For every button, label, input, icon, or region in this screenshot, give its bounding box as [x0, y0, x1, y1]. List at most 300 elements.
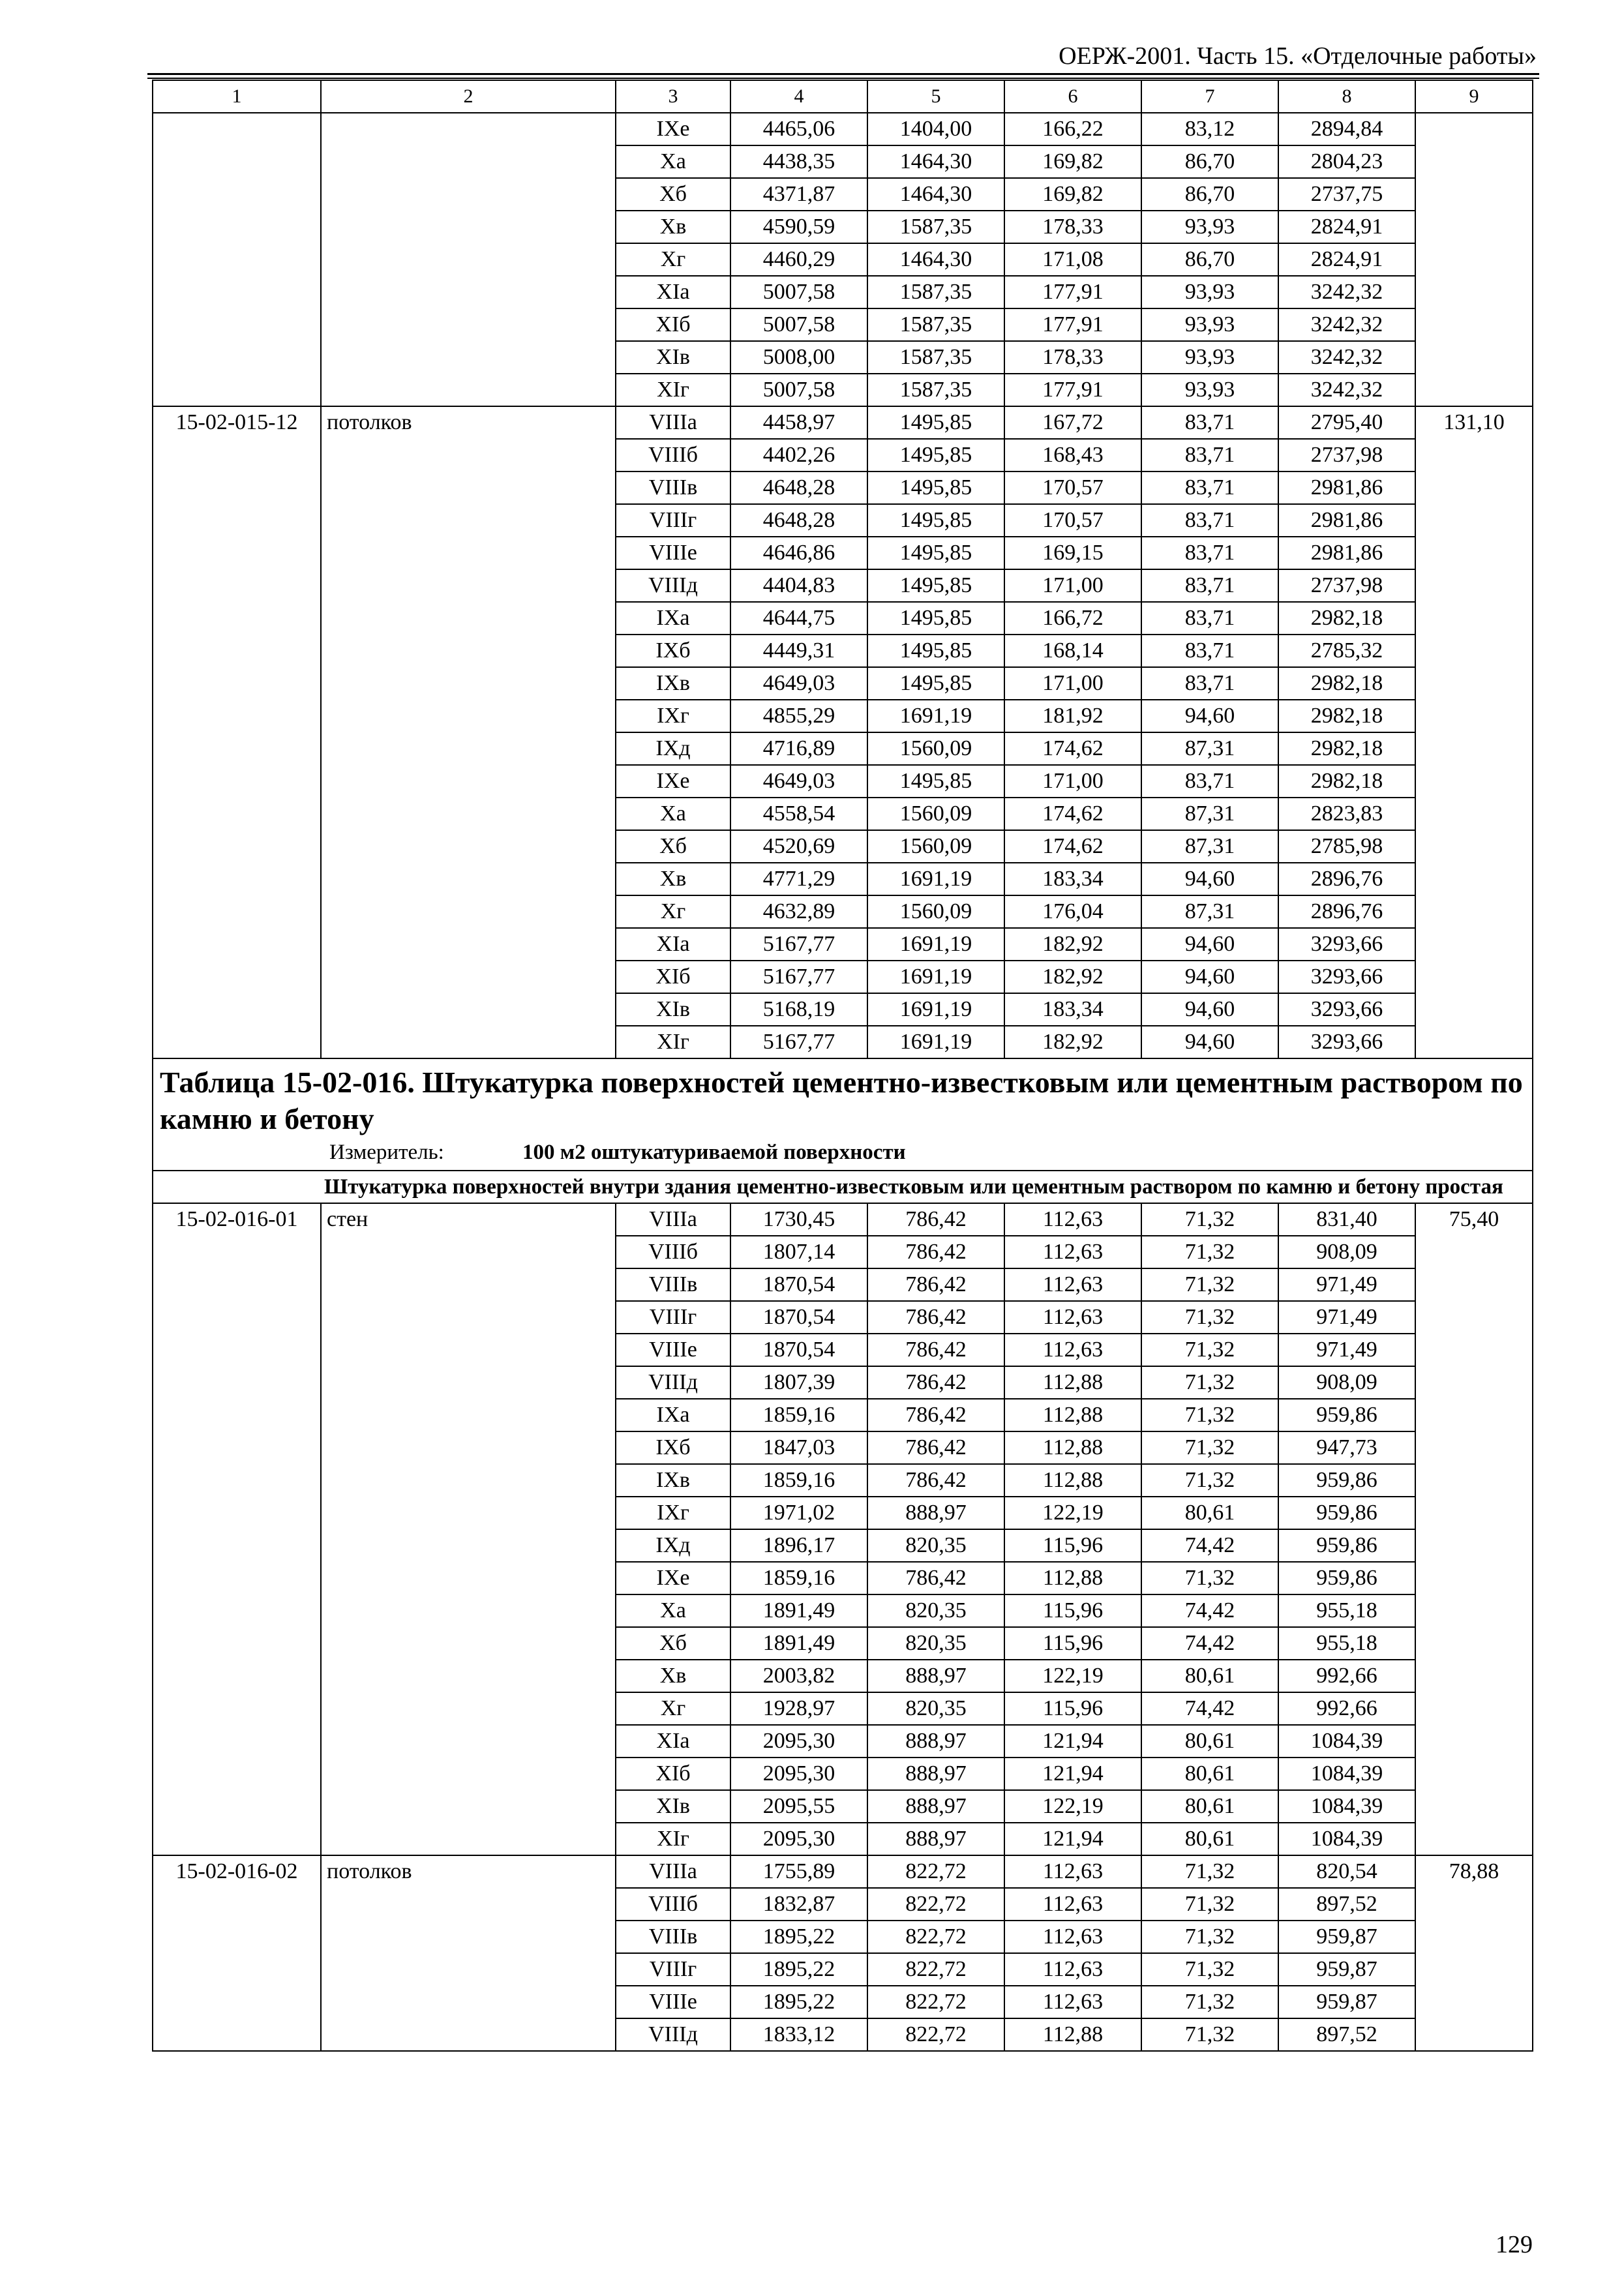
header-rule [147, 78, 1539, 79]
labor-cell [1415, 1562, 1533, 1594]
wages-cell: 786,42 [867, 1301, 1004, 1334]
table-row [153, 732, 1533, 765]
table-row [153, 504, 1533, 537]
rate-code-cell [153, 1497, 321, 1529]
materials-cell: 959,87 [1278, 1953, 1415, 1986]
total-cost-cell: 4648,28 [730, 504, 867, 537]
materials-cell: 2823,83 [1278, 798, 1415, 830]
work-name-cell [321, 700, 616, 732]
machines-cell: 174,62 [1004, 798, 1141, 830]
machines-cell: 122,19 [1004, 1497, 1141, 1529]
rate-code-cell [153, 1921, 321, 1953]
table-row [153, 113, 1533, 145]
machines-cell: 112,88 [1004, 1399, 1141, 1431]
materials-cell: 947,73 [1278, 1431, 1415, 1464]
labor-cell [1415, 1399, 1533, 1431]
machines-cell: 166,72 [1004, 602, 1141, 635]
wages-cell: 1495,85 [867, 602, 1004, 635]
rate-code-cell [153, 537, 321, 569]
machines-cell: 174,62 [1004, 732, 1141, 765]
rate-code-cell [153, 1725, 321, 1758]
materials-cell: 971,49 [1278, 1334, 1415, 1366]
labor-cell [1415, 895, 1533, 928]
machines-cell: 112,63 [1004, 1334, 1141, 1366]
drivers-wages-cell: 83,12 [1141, 113, 1278, 145]
region-cell: IXг [616, 700, 730, 732]
wages-cell: 820,35 [867, 1594, 1004, 1627]
rate-code-cell [153, 1268, 321, 1301]
region-cell: VIIIе [616, 1986, 730, 2018]
work-name-cell [321, 1627, 616, 1660]
machines-cell: 121,94 [1004, 1725, 1141, 1758]
wages-cell: 786,42 [867, 1366, 1004, 1399]
labor-cell [1415, 1888, 1533, 1921]
labor-cell [1415, 961, 1533, 993]
drivers-wages-cell: 87,31 [1141, 895, 1278, 928]
labor-cell [1415, 1594, 1533, 1627]
drivers-wages-cell: 83,71 [1141, 537, 1278, 569]
region-cell: IXе [616, 113, 730, 145]
drivers-wages-cell: 83,71 [1141, 635, 1278, 667]
total-cost-cell: 4771,29 [730, 863, 867, 895]
wages-cell: 888,97 [867, 1660, 1004, 1692]
work-name-cell [321, 504, 616, 537]
materials-cell: 955,18 [1278, 1627, 1415, 1660]
machines-cell: 112,88 [1004, 1562, 1141, 1594]
work-name-cell [321, 1334, 616, 1366]
work-name-cell [321, 1888, 616, 1921]
drivers-wages-cell: 83,71 [1141, 406, 1278, 439]
total-cost-cell: 1895,22 [730, 1986, 867, 2018]
wages-cell: 786,42 [867, 1268, 1004, 1301]
wages-cell: 1495,85 [867, 439, 1004, 471]
rate-code-cell [153, 961, 321, 993]
materials-cell: 959,86 [1278, 1529, 1415, 1562]
wages-cell: 888,97 [867, 1823, 1004, 1855]
rate-code-cell: 15-02-015-12 [153, 406, 321, 439]
region-cell: XIв [616, 1790, 730, 1823]
rate-code-cell [153, 1399, 321, 1431]
materials-cell: 2785,98 [1278, 830, 1415, 863]
work-name-cell [321, 1236, 616, 1268]
wages-cell: 786,42 [867, 1431, 1004, 1464]
labor-cell [1415, 2018, 1533, 2051]
labor-cell [1415, 667, 1533, 700]
rate-code-cell [153, 863, 321, 895]
machines-cell: 169,15 [1004, 537, 1141, 569]
labor-cell [1415, 1823, 1533, 1855]
labor-cell [1415, 1464, 1533, 1497]
materials-cell: 2981,86 [1278, 471, 1415, 504]
column-number-row [153, 80, 1533, 113]
machines-cell: 112,88 [1004, 1366, 1141, 1399]
materials-cell: 1084,39 [1278, 1823, 1415, 1855]
machines-cell: 122,19 [1004, 1790, 1141, 1823]
machines-cell: 115,96 [1004, 1627, 1141, 1660]
drivers-wages-cell: 87,31 [1141, 798, 1278, 830]
labor-cell: 131,10 [1415, 406, 1533, 439]
wages-cell: 1464,30 [867, 243, 1004, 276]
total-cost-cell: 4371,87 [730, 178, 867, 211]
drivers-wages-cell: 71,32 [1141, 1268, 1278, 1301]
drivers-wages-cell: 71,32 [1141, 1953, 1278, 1986]
machines-cell: 182,92 [1004, 928, 1141, 961]
materials-cell: 3242,32 [1278, 374, 1415, 406]
wages-cell: 1560,09 [867, 830, 1004, 863]
work-name-cell [321, 537, 616, 569]
materials-cell: 971,49 [1278, 1268, 1415, 1301]
drivers-wages-cell: 80,61 [1141, 1660, 1278, 1692]
column-number: 6 [1004, 80, 1141, 113]
materials-cell: 908,09 [1278, 1366, 1415, 1399]
materials-cell: 1084,39 [1278, 1725, 1415, 1758]
labor-cell [1415, 1627, 1533, 1660]
rate-code-cell [153, 1660, 321, 1692]
drivers-wages-cell: 87,31 [1141, 830, 1278, 863]
meter-value: 100 м2 оштукатуриваемой поверхности [522, 1141, 906, 1164]
total-cost-cell: 5167,77 [730, 961, 867, 993]
column-number: 3 [616, 80, 730, 113]
table-row [153, 765, 1533, 798]
subheading-row [153, 1171, 1533, 1203]
drivers-wages-cell: 93,93 [1141, 308, 1278, 341]
table-row [153, 1758, 1533, 1790]
machines-cell: 178,33 [1004, 211, 1141, 243]
labor-cell [1415, 1236, 1533, 1268]
total-cost-cell: 1807,39 [730, 1366, 867, 1399]
drivers-wages-cell: 71,32 [1141, 2018, 1278, 2051]
materials-cell: 2896,76 [1278, 863, 1415, 895]
rate-code-cell [153, 1627, 321, 1660]
wages-cell: 1495,85 [867, 471, 1004, 504]
wages-cell: 786,42 [867, 1464, 1004, 1497]
drivers-wages-cell: 86,70 [1141, 145, 1278, 178]
machines-cell: 177,91 [1004, 374, 1141, 406]
machines-cell: 174,62 [1004, 830, 1141, 863]
work-name-cell [321, 113, 616, 145]
work-name-cell [321, 1692, 616, 1725]
materials-cell: 831,40 [1278, 1203, 1415, 1236]
materials-cell: 2982,18 [1278, 602, 1415, 635]
materials-cell: 820,54 [1278, 1855, 1415, 1888]
drivers-wages-cell: 83,71 [1141, 504, 1278, 537]
rate-code-cell [153, 1366, 321, 1399]
work-name-cell [321, 341, 616, 374]
work-name-cell [321, 1399, 616, 1431]
work-name-cell [321, 1497, 616, 1529]
header-rule [147, 73, 1539, 75]
wages-cell: 1587,35 [867, 308, 1004, 341]
table-row [153, 1986, 1533, 2018]
drivers-wages-cell: 71,32 [1141, 1399, 1278, 1431]
region-cell: Xг [616, 895, 730, 928]
rate-code-cell [153, 1594, 321, 1627]
region-cell: IXб [616, 635, 730, 667]
materials-cell: 2737,75 [1278, 178, 1415, 211]
table-row [153, 211, 1533, 243]
work-name-cell: стен [321, 1203, 616, 1236]
labor-cell [1415, 537, 1533, 569]
rate-code-cell [153, 1236, 321, 1268]
region-cell: XIг [616, 1026, 730, 1058]
wages-cell: 1495,85 [867, 504, 1004, 537]
table-row [153, 1464, 1533, 1497]
labor-cell [1415, 1953, 1533, 1986]
rate-code-cell [153, 1790, 321, 1823]
materials-cell: 2896,76 [1278, 895, 1415, 928]
region-cell: Xг [616, 243, 730, 276]
work-name-cell [321, 1594, 616, 1627]
drivers-wages-cell: 86,70 [1141, 178, 1278, 211]
total-cost-cell: 1832,87 [730, 1888, 867, 1921]
work-name-cell [321, 1758, 616, 1790]
machines-cell: 182,92 [1004, 961, 1141, 993]
rate-code-cell: 15-02-016-02 [153, 1855, 321, 1888]
rate-code-cell [153, 732, 321, 765]
running-header: ОЕРЖ-2001. Часть 15. «Отделочные работы» [1059, 42, 1537, 70]
work-name-cell [321, 765, 616, 798]
work-name-cell [321, 471, 616, 504]
column-number: 2 [321, 80, 616, 113]
labor-cell [1415, 1026, 1533, 1058]
drivers-wages-cell: 74,42 [1141, 1692, 1278, 1725]
rate-code-cell [153, 439, 321, 471]
work-name-cell [321, 895, 616, 928]
region-cell: XIг [616, 374, 730, 406]
total-cost-cell: 4716,89 [730, 732, 867, 765]
wages-cell: 1691,19 [867, 1026, 1004, 1058]
wages-cell: 888,97 [867, 1725, 1004, 1758]
meter-line [160, 1139, 1527, 1166]
total-cost-cell: 4648,28 [730, 471, 867, 504]
rate-code-cell [153, 1529, 321, 1562]
rate-code-cell [153, 928, 321, 961]
machines-cell: 169,82 [1004, 178, 1141, 211]
work-name-cell [321, 1431, 616, 1464]
drivers-wages-cell: 74,42 [1141, 1529, 1278, 1562]
drivers-wages-cell: 71,32 [1141, 1236, 1278, 1268]
total-cost-cell: 4649,03 [730, 765, 867, 798]
rate-code-cell [153, 1758, 321, 1790]
drivers-wages-cell: 93,93 [1141, 341, 1278, 374]
wages-cell: 1495,85 [867, 537, 1004, 569]
labor-cell [1415, 1921, 1533, 1953]
column-number: 8 [1278, 80, 1415, 113]
drivers-wages-cell: 83,71 [1141, 602, 1278, 635]
rate-code-cell [153, 504, 321, 537]
region-cell: Xб [616, 178, 730, 211]
work-name-cell [321, 1986, 616, 2018]
machines-cell: 122,19 [1004, 1660, 1141, 1692]
labor-cell [1415, 178, 1533, 211]
region-cell: Xб [616, 1627, 730, 1660]
table-row [153, 1627, 1533, 1660]
labor-cell [1415, 1692, 1533, 1725]
page-number: 129 [1496, 2231, 1533, 2258]
drivers-wages-cell: 87,31 [1141, 732, 1278, 765]
drivers-wages-cell: 80,61 [1141, 1725, 1278, 1758]
materials-cell: 3293,66 [1278, 1026, 1415, 1058]
region-cell: IXг [616, 1497, 730, 1529]
wages-cell: 1404,00 [867, 113, 1004, 145]
drivers-wages-cell: 71,32 [1141, 1464, 1278, 1497]
rate-code-cell [153, 1562, 321, 1594]
materials-cell: 959,86 [1278, 1562, 1415, 1594]
wages-cell: 1495,85 [867, 406, 1004, 439]
total-cost-cell: 4458,97 [730, 406, 867, 439]
drivers-wages-cell: 71,32 [1141, 1921, 1278, 1953]
drivers-wages-cell: 71,32 [1141, 1562, 1278, 1594]
total-cost-cell: 4644,75 [730, 602, 867, 635]
materials-cell: 959,87 [1278, 1921, 1415, 1953]
rate-code-cell [153, 145, 321, 178]
wages-cell: 786,42 [867, 1203, 1004, 1236]
total-cost-cell: 1870,54 [730, 1301, 867, 1334]
table-row [153, 993, 1533, 1026]
materials-cell: 2804,23 [1278, 145, 1415, 178]
materials-cell: 3242,32 [1278, 276, 1415, 308]
table-row [153, 700, 1533, 732]
rate-code-cell [153, 1986, 321, 2018]
region-cell: VIIIв [616, 1921, 730, 1953]
region-cell: VIIIа [616, 1203, 730, 1236]
table-row [153, 667, 1533, 700]
region-cell: XIв [616, 993, 730, 1026]
work-name-cell [321, 667, 616, 700]
work-name-cell [321, 830, 616, 863]
labor-cell [1415, 765, 1533, 798]
machines-cell: 115,96 [1004, 1594, 1141, 1627]
materials-cell: 2824,91 [1278, 211, 1415, 243]
materials-cell: 2824,91 [1278, 243, 1415, 276]
machines-cell: 112,63 [1004, 1953, 1141, 1986]
table-row [153, 1594, 1533, 1627]
labor-cell [1415, 1301, 1533, 1334]
total-cost-cell: 4590,59 [730, 211, 867, 243]
drivers-wages-cell: 74,42 [1141, 1627, 1278, 1660]
table-row [153, 602, 1533, 635]
drivers-wages-cell: 83,71 [1141, 471, 1278, 504]
materials-cell: 992,66 [1278, 1692, 1415, 1725]
drivers-wages-cell: 94,60 [1141, 993, 1278, 1026]
region-cell: Xа [616, 1594, 730, 1627]
region-cell: Xг [616, 1692, 730, 1725]
wages-cell: 822,72 [867, 1888, 1004, 1921]
materials-cell: 959,86 [1278, 1399, 1415, 1431]
region-cell: XIа [616, 1725, 730, 1758]
total-cost-cell: 5007,58 [730, 308, 867, 341]
labor-cell [1415, 504, 1533, 537]
work-name-cell: потолков [321, 406, 616, 439]
machines-cell: 183,34 [1004, 863, 1141, 895]
labor-cell [1415, 243, 1533, 276]
drivers-wages-cell: 74,42 [1141, 1594, 1278, 1627]
wages-cell: 1464,30 [867, 178, 1004, 211]
table-row [153, 2018, 1533, 2051]
table-row [153, 569, 1533, 602]
drivers-wages-cell: 94,60 [1141, 700, 1278, 732]
materials-cell: 1084,39 [1278, 1758, 1415, 1790]
materials-cell: 959,87 [1278, 1986, 1415, 2018]
rate-code-cell [153, 1026, 321, 1058]
rate-code-cell [153, 1464, 321, 1497]
region-cell: XIг [616, 1823, 730, 1855]
region-cell: IXд [616, 732, 730, 765]
labor-cell [1415, 1986, 1533, 2018]
region-cell: VIIIг [616, 1953, 730, 1986]
drivers-wages-cell: 71,32 [1141, 1366, 1278, 1399]
total-cost-cell: 1847,03 [730, 1431, 867, 1464]
total-cost-cell: 4402,26 [730, 439, 867, 471]
total-cost-cell: 4649,03 [730, 667, 867, 700]
total-cost-cell: 1895,22 [730, 1953, 867, 1986]
work-name-cell [321, 308, 616, 341]
table-row [153, 374, 1533, 406]
total-cost-cell: 1755,89 [730, 1855, 867, 1888]
work-name-cell [321, 928, 616, 961]
materials-cell: 3293,66 [1278, 928, 1415, 961]
rate-code-cell [153, 1334, 321, 1366]
drivers-wages-cell: 83,71 [1141, 765, 1278, 798]
region-cell: VIIIе [616, 537, 730, 569]
machines-cell: 112,63 [1004, 1203, 1141, 1236]
machines-cell: 171,00 [1004, 765, 1141, 798]
total-cost-cell: 5167,77 [730, 1026, 867, 1058]
table-row [153, 1203, 1533, 1236]
machines-cell: 112,63 [1004, 1986, 1141, 2018]
wages-cell: 786,42 [867, 1399, 1004, 1431]
work-name-cell [321, 1953, 616, 1986]
total-cost-cell: 5007,58 [730, 276, 867, 308]
machines-cell: 115,96 [1004, 1529, 1141, 1562]
region-cell: VIIIб [616, 1888, 730, 1921]
rate-code-cell [153, 113, 321, 145]
wages-cell: 1691,19 [867, 863, 1004, 895]
wages-cell: 786,42 [867, 1562, 1004, 1594]
rate-code-cell [153, 700, 321, 732]
table-title-row [153, 1058, 1533, 1171]
table-row [153, 471, 1533, 504]
materials-cell: 2737,98 [1278, 439, 1415, 471]
region-cell: XIб [616, 961, 730, 993]
drivers-wages-cell: 71,32 [1141, 1203, 1278, 1236]
table-row [153, 1823, 1533, 1855]
machines-cell: 166,22 [1004, 113, 1141, 145]
region-cell: XIв [616, 341, 730, 374]
region-cell: VIIIе [616, 1334, 730, 1366]
drivers-wages-cell: 94,60 [1141, 961, 1278, 993]
drivers-wages-cell: 83,71 [1141, 569, 1278, 602]
table-row [153, 863, 1533, 895]
work-name-cell [321, 1562, 616, 1594]
meter-label: Измеритель: [329, 1141, 444, 1164]
rate-code-cell [153, 243, 321, 276]
region-cell: IXд [616, 1529, 730, 1562]
materials-cell: 959,86 [1278, 1497, 1415, 1529]
labor-cell [1415, 1497, 1533, 1529]
table-row [153, 1953, 1533, 1986]
drivers-wages-cell: 80,61 [1141, 1790, 1278, 1823]
work-name-cell [321, 1026, 616, 1058]
machines-cell: 171,00 [1004, 667, 1141, 700]
total-cost-cell: 1896,17 [730, 1529, 867, 1562]
total-cost-cell: 5007,58 [730, 374, 867, 406]
region-cell: VIIIд [616, 569, 730, 602]
machines-cell: 170,57 [1004, 504, 1141, 537]
total-cost-cell: 2095,30 [730, 1725, 867, 1758]
materials-cell: 3242,32 [1278, 308, 1415, 341]
work-name-cell [321, 1660, 616, 1692]
